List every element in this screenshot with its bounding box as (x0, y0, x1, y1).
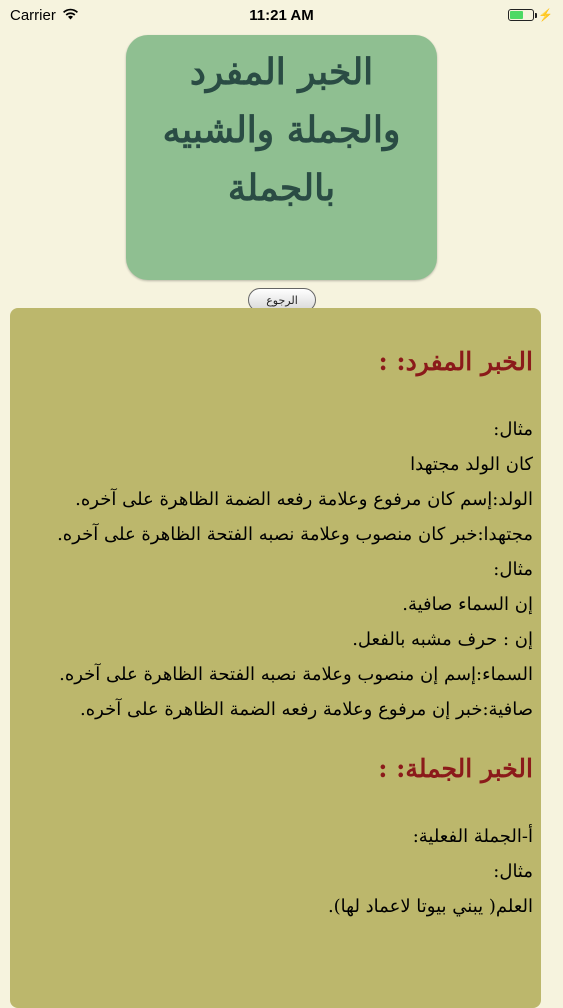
body-line: العلم( يبني بيوتا لاعماد لها). (327, 896, 533, 917)
section-sentence-body (24, 819, 533, 924)
charging-icon: ⚡ (538, 8, 553, 22)
body-line: إن : حرف مشبه بالفعل. (352, 629, 533, 650)
battery-icon (508, 9, 534, 21)
section-single-body (24, 412, 533, 727)
carrier-label: Carrier (10, 6, 56, 24)
body-line: مثال: (493, 419, 533, 440)
content-panel[interactable] (10, 308, 541, 1008)
content-scroll (10, 308, 541, 924)
section-heading-single: الخبر المفرد: : (378, 347, 533, 376)
status-right (508, 8, 553, 22)
status-left (10, 7, 79, 24)
battery-level (510, 11, 523, 19)
body-line: مجتهدا:خبر كان منصوب وعلامة نصبه الفتحة الظاهرة على آخره. (57, 524, 533, 545)
header-card (126, 35, 437, 307)
body-line: كان الولد مجتهدا (410, 454, 533, 475)
body-line: أ-الجملة الفعلية: (412, 826, 533, 847)
body-line: مثال: (493, 861, 533, 882)
body-line: الولد:إسم كان مرفوع وعلامة رفعه الضمة الظاهرة على آخره. (75, 489, 533, 510)
section-heading-sentence: الخبر الجملة: : (378, 754, 533, 783)
body-line: صافية:خبر إن مرفوع وعلامة رفعه الضمة الظاهرة على آخره. (80, 699, 533, 720)
page-title: الخبر المفرد والجملة والشبيه بالجملة (162, 51, 401, 209)
back-button[interactable]: الرجوع (248, 288, 316, 312)
status-time: 11:21 AM (249, 6, 314, 24)
wifi-icon (62, 7, 79, 24)
body-line: السماء:إسم إن منصوب وعلامة نصبه الفتحة الظاهرة على آخره. (59, 664, 533, 685)
body-line: إن السماء صافية. (402, 594, 533, 615)
status-bar (0, 0, 563, 30)
body-line: مثال: (493, 559, 533, 580)
